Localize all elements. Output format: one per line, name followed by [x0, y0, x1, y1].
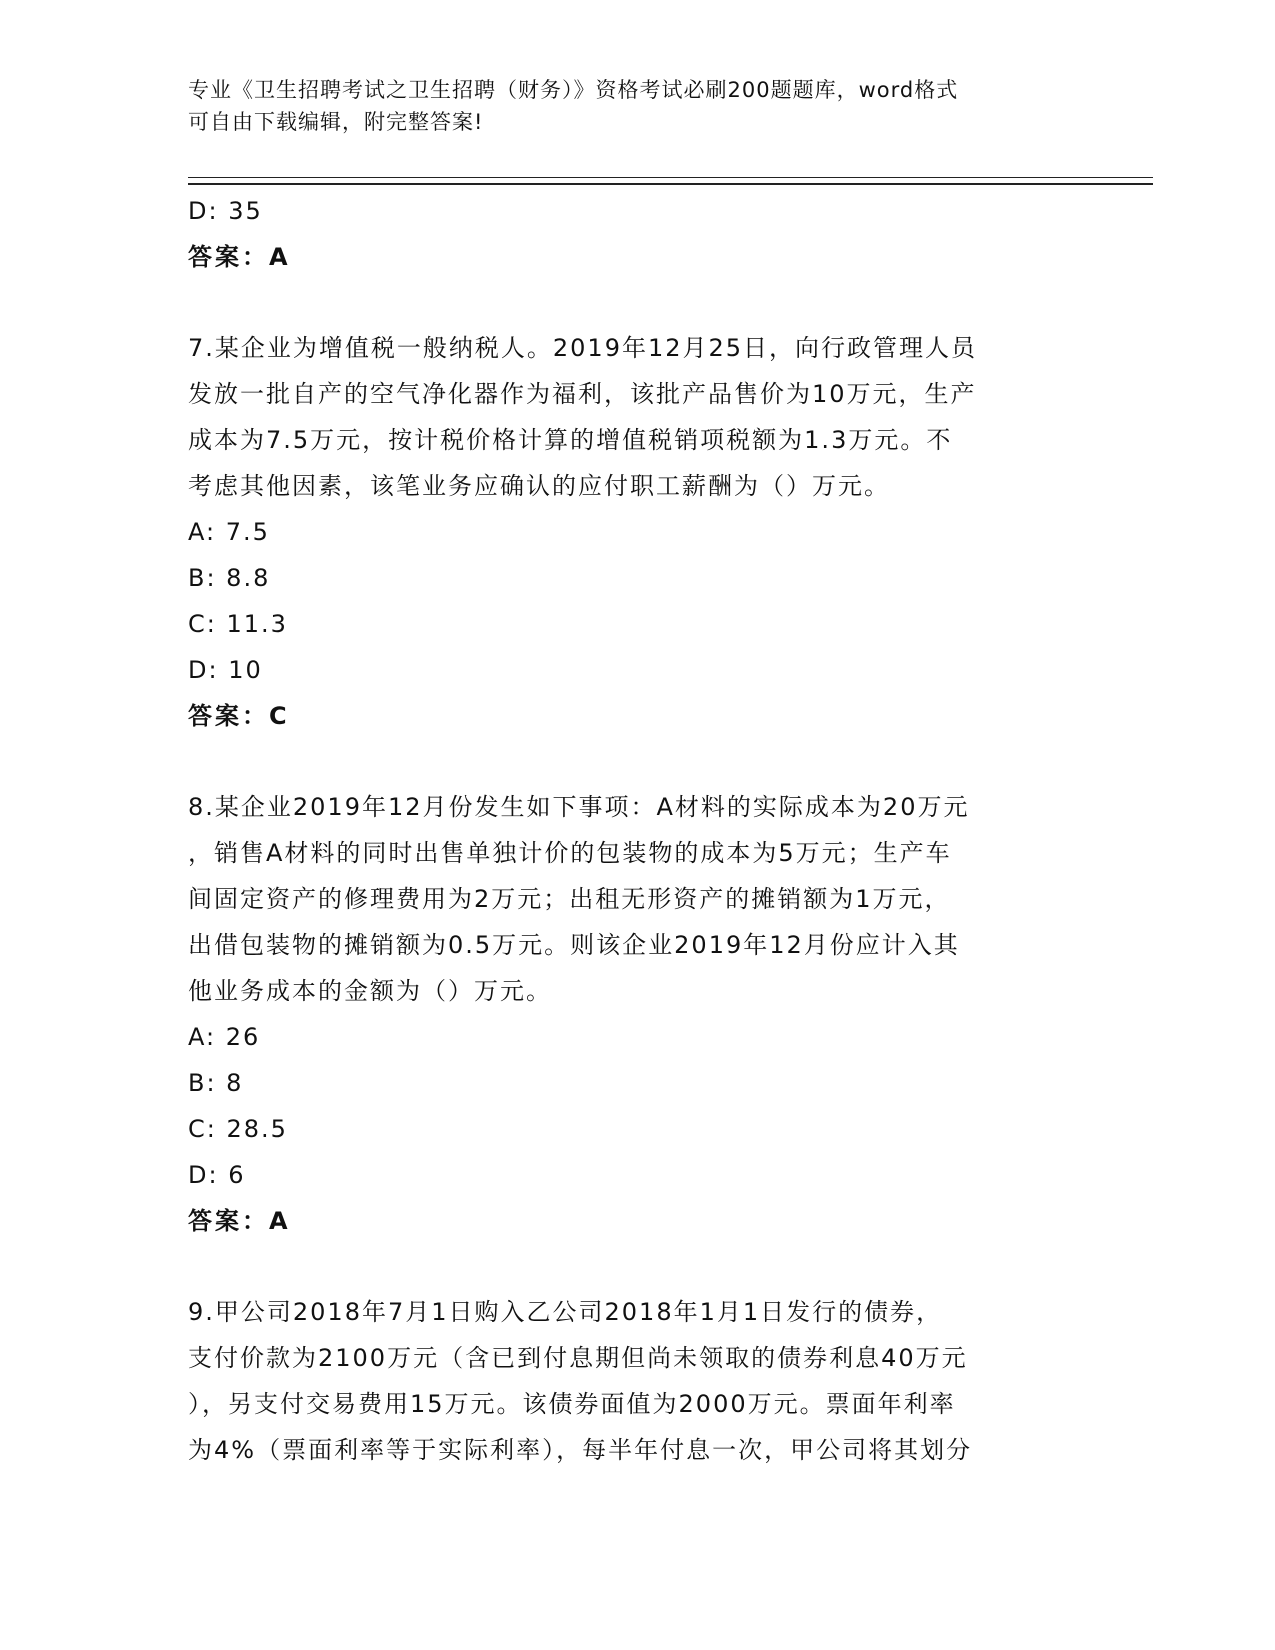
answer-line: 答案：A — [188, 1207, 291, 1235]
option-a: A: 7.5 — [188, 518, 270, 546]
spacer — [188, 739, 1088, 784]
option-a: A: 26 — [188, 1023, 261, 1051]
question-text-line: 7.某企业为增值税一般纳税人。2019年12月25日，向行政管理人员 — [188, 334, 978, 362]
question-text-line: 8.某企业2019年12月份发生如下事项：A材料的实际成本为20万元 — [188, 793, 970, 821]
header-divider — [188, 177, 1153, 185]
option-d: D: 6 — [188, 1161, 246, 1189]
question-text-line: 出借包装物的摊销额为0.5万元。则该企业2019年12月份应计入其 — [188, 931, 960, 959]
header-line-2: 可自由下载编辑，附完整答案! — [188, 110, 484, 134]
question-text-line: 考虑其他因素，该笔业务应确认的应付职工薪酬为（）万元。 — [188, 472, 890, 500]
option-d: D: 10 — [188, 656, 263, 684]
option-d: D: 35 — [188, 197, 263, 225]
question-text-line: ，销售A材料的同时出售单独计价的包装物的成本为5万元；生产车 — [188, 839, 952, 867]
question-text-line: 他业务成本的金额为（）万元。 — [188, 977, 552, 1005]
question-text-line: 9.甲公司2018年7月1日购入乙公司2018年1月1日发行的债券， — [188, 1298, 943, 1326]
question-9 — [188, 1289, 1088, 1473]
question-text-line: 为4%（票面利率等于实际利率），每半年付息一次，甲公司将其划分 — [188, 1436, 973, 1464]
question-8 — [188, 784, 1088, 1244]
document-body — [188, 188, 1088, 1473]
header-line-1: 专业《卫生招聘考试之卫生招聘（财务）》资格考试必刷200题题库，word格式 — [188, 78, 959, 102]
spacer — [188, 1244, 1088, 1289]
spacer — [188, 280, 1088, 325]
document-header — [188, 74, 1068, 138]
question-text-line: 间固定资产的修理费用为2万元；出租无形资产的摊销额为1万元， — [188, 885, 951, 913]
option-b: B: 8.8 — [188, 564, 271, 592]
answer-line: 答案：C — [188, 702, 290, 730]
question-text-line: 支付价款为2100万元（含已到付息期但尚未领取的债券利息40万元 — [188, 1344, 968, 1372]
option-c: C: 28.5 — [188, 1115, 288, 1143]
option-c: C: 11.3 — [188, 610, 288, 638]
question-text-line: 成本为7.5万元，按计税价格计算的增值税销项税额为1.3万元。不 — [188, 426, 953, 454]
question-text-line: 发放一批自产的空气净化器作为福利，该批产品售价为10万元，生产 — [188, 380, 977, 408]
question-text-line: ），另支付交易费用15万元。该债券面值为2000万元。票面年利率 — [188, 1390, 956, 1418]
option-b: B: 8 — [188, 1069, 244, 1097]
question-7 — [188, 325, 1088, 739]
answer-line: 答案：A — [188, 243, 291, 271]
